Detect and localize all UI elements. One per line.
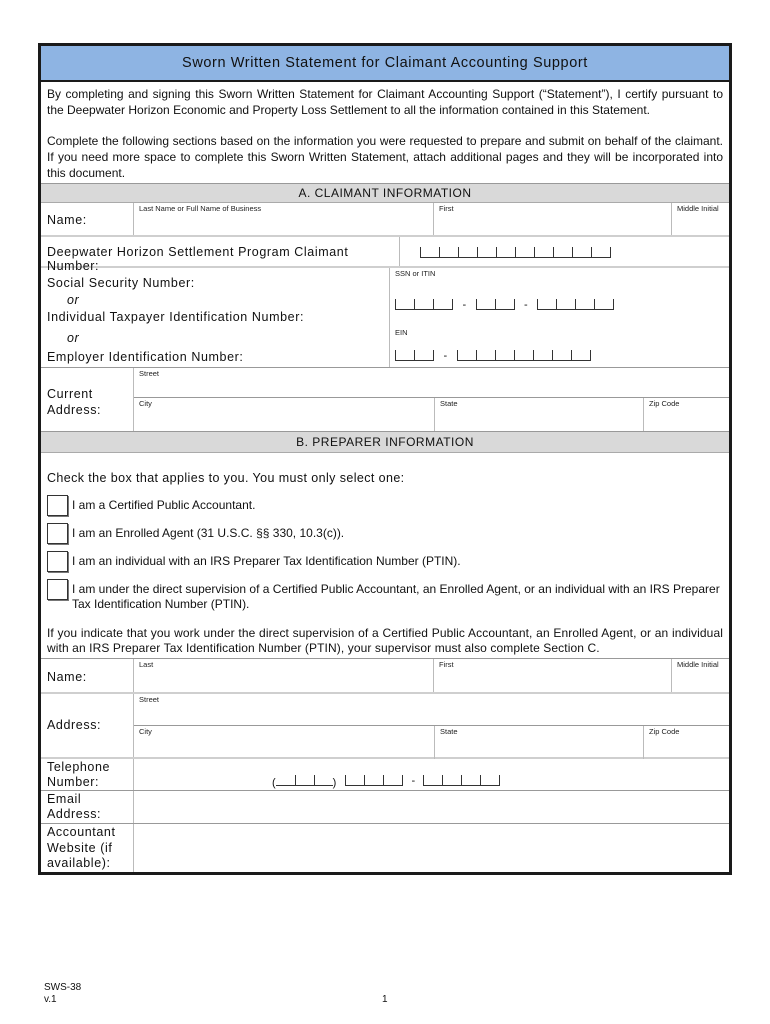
itin-label: Individual Taxpayer Identification Number: <box>47 310 305 324</box>
preparer-first-name-field[interactable]: First <box>433 659 671 692</box>
ein-field[interactable]: - <box>395 348 591 366</box>
ssn-label: Social Security Number: <box>47 276 195 290</box>
ein-hint: EIN <box>395 328 408 337</box>
telephone-row <box>41 759 729 791</box>
claimant-address-row <box>41 368 729 431</box>
page-number: 1 <box>382 994 388 1005</box>
form-title: Sworn Written Statement for Claimant Accounting Support <box>41 46 729 82</box>
tax-id-labels <box>41 268 389 367</box>
option-cpa[interactable]: I am a Certified Public Accountant. <box>47 495 725 516</box>
checkbox-ptin[interactable] <box>47 551 68 572</box>
preparer-zip-field[interactable]: Zip Code <box>643 726 729 759</box>
ein-label: Employer Identification Number: <box>47 350 244 364</box>
preparer-address-fields <box>133 694 729 757</box>
first-name-hint: First <box>439 204 454 213</box>
or-label-2: or <box>67 331 80 345</box>
preparer-name-row <box>41 658 729 694</box>
claimant-name-row <box>41 203 729 237</box>
ssn-itin-hint: SSN or ITIN <box>395 269 436 278</box>
form-version: v.1 <box>44 994 57 1005</box>
claimant-city-field[interactable]: City <box>139 399 152 408</box>
checkbox-supervised[interactable] <box>47 579 68 600</box>
option-enrolled-agent[interactable]: I am an Enrolled Agent (31 U.S.C. §§ 330, 10.3(c)). <box>47 523 725 544</box>
tax-id-row <box>41 268 729 368</box>
claimant-first-name-field[interactable] <box>433 203 671 235</box>
supervision-note: If you indicate that you work under the direct supervision of a Certified Public Accountant, an Enrolled Agent, or an individual with an IRS Preparer Tax Identification Number (PTIN), your supervisor must also complete Section C. <box>47 626 723 655</box>
claimant-number-boxes <box>420 246 611 258</box>
email-row <box>41 791 729 824</box>
claimant-number-label: Deepwater Horizon Settlement Program Claimant Number: <box>47 245 349 273</box>
claimant-middle-initial-field[interactable] <box>671 203 729 235</box>
preparer-type-section <box>41 453 729 658</box>
section-a-header: A. CLAIMANT INFORMATION <box>41 183 729 203</box>
website-row <box>41 824 729 872</box>
website-field[interactable] <box>133 824 729 872</box>
intro-paragraph-2: Complete the following sections based on the information you were requested to prepare and submit on behalf of the claimant. If you need more space to complete this Sworn Written Statement, attach additional pages and they will be incorporated into this document. <box>47 134 723 180</box>
email-field[interactable] <box>133 791 729 823</box>
checkbox-enrolled-agent[interactable] <box>47 523 68 544</box>
preparer-address-label: Address: <box>47 718 102 732</box>
form-id: SWS-38 <box>44 982 82 993</box>
telephone-label: Telephone Number: <box>47 760 111 789</box>
section-b-header: B. PREPARER INFORMATION <box>41 431 729 453</box>
email-label: Email Address: <box>47 792 102 821</box>
claimant-number-row <box>41 237 729 273</box>
middle-initial-hint: Middle Initial <box>677 204 719 213</box>
preparer-name-label: Name: <box>47 670 87 684</box>
claimant-address-fields <box>133 368 729 431</box>
website-label: Accountant Website (if available): <box>47 825 116 870</box>
checkbox-cpa[interactable] <box>47 495 68 516</box>
claimant-number-field[interactable] <box>399 237 729 266</box>
claimant-address-label: Current Address: <box>47 387 102 417</box>
claimant-last-name-field[interactable] <box>133 203 433 235</box>
preparer-address-row <box>41 694 729 759</box>
last-name-hint: Last Name or Full Name of Business <box>139 204 262 213</box>
claimant-zip-field[interactable]: Zip Code <box>643 398 729 431</box>
claimant-state-field[interactable]: State <box>434 398 643 431</box>
intro-text <box>41 82 729 183</box>
claimant-street-field[interactable]: Street <box>134 368 729 398</box>
preparer-city-field[interactable]: City <box>139 727 152 736</box>
preparer-state-field[interactable]: State <box>434 726 643 759</box>
tax-id-fields <box>389 268 729 367</box>
form-footer <box>44 982 81 1006</box>
preparer-type-instruction: Check the box that applies to you. You must only select one: <box>47 471 405 485</box>
telephone-field[interactable]: ( ) - <box>133 759 729 790</box>
preparer-middle-initial-field[interactable]: Middle Initial <box>671 659 729 692</box>
ssn-itin-field[interactable]: - - <box>395 297 614 315</box>
option-supervised[interactable]: I am under the direct supervision of a Certified Public Accountant, an Enrolled Agent, or an individual with an IRS Preparer Tax Identification Number (PTIN). <box>47 579 725 612</box>
option-ptin[interactable]: I am an individual with an IRS Preparer Tax Identification Number (PTIN). <box>47 551 725 572</box>
sworn-statement-form <box>38 43 732 875</box>
preparer-last-name-field[interactable]: Last <box>133 659 433 692</box>
claimant-name-label: Name: <box>47 213 87 227</box>
preparer-street-field[interactable]: Street <box>134 694 729 726</box>
or-label-1: or <box>67 293 80 307</box>
intro-paragraph-1: By completing and signing this Sworn Written Statement for Claimant Accounting Support (“Statement”), I certify pursuant to the Deepwater Horizon Economic and Property Loss Settlement to all the information contained in this Statement. <box>47 87 723 117</box>
